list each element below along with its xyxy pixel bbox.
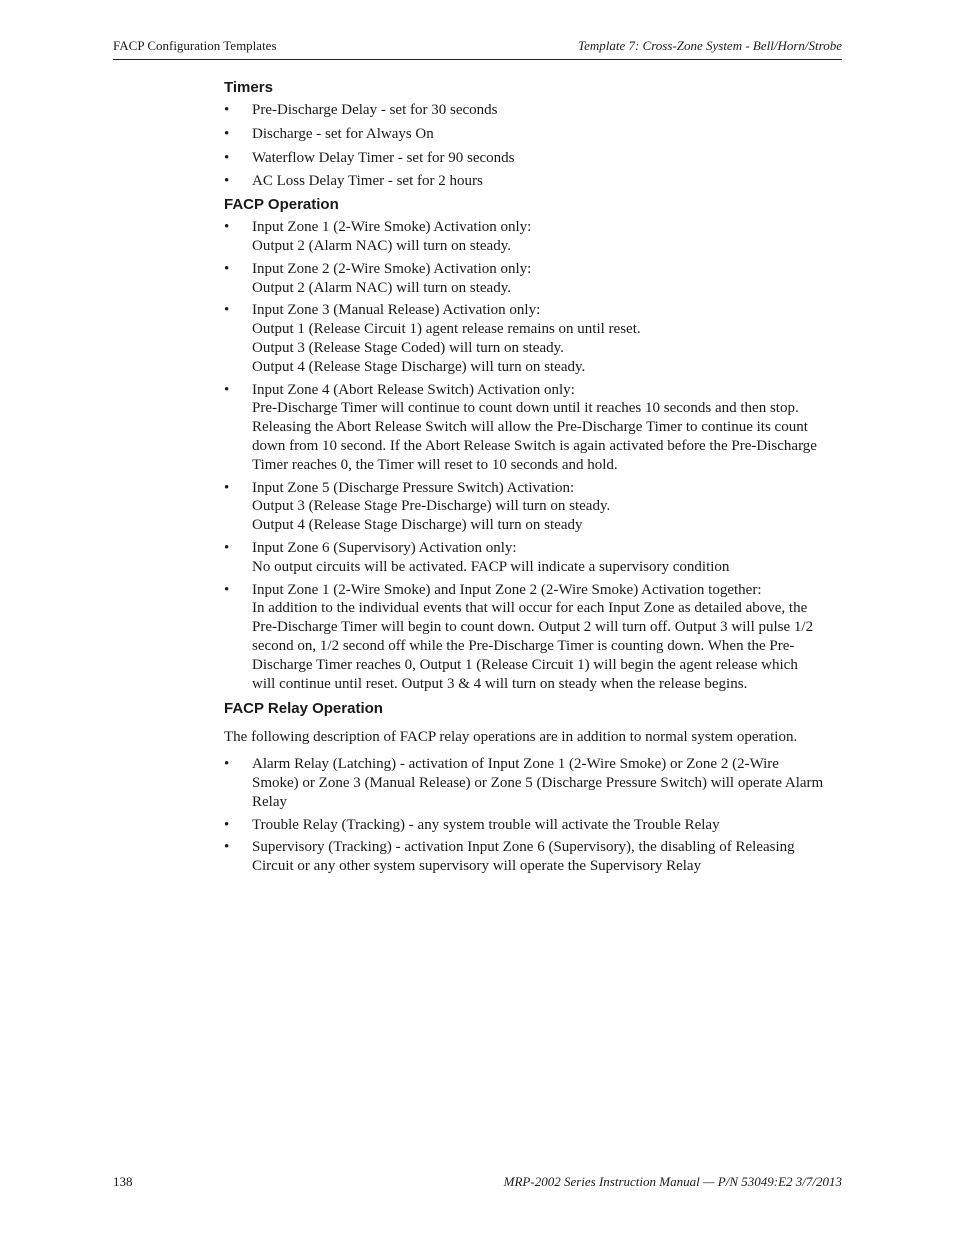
list-item-line: Smoke) or Zone 3 (Manual Release) or Zone 5 (Discharge Pressure Switch) will operate Alarm: [252, 774, 824, 791]
list-item: [224, 581, 844, 694]
facp-operation-section: [224, 195, 844, 693]
bullet-glyph: •: [224, 125, 230, 142]
header-chapter-title: FACP Configuration Templates: [113, 38, 277, 53]
list-item: [224, 260, 844, 298]
list-item-line: Input Zone 3 (Manual Release) Activation only:: [252, 302, 541, 319]
list-item-line: Discharge - set for Always On: [252, 125, 434, 142]
bullet-glyph: •: [224, 539, 230, 556]
timers-heading: Timers: [224, 79, 273, 96]
list-item: [224, 218, 844, 256]
list-item: [224, 101, 844, 120]
footer-document-title: MRP-2002 Series Instruction Manual — P/N 53049:E2 3/7/2013: [503, 1174, 842, 1189]
list-item-line: down from 10 second. If the Abort Release Switch is again activated before the Pre-Discharge: [252, 437, 817, 454]
page-content: [224, 78, 844, 876]
list-item-line: AC Loss Delay Timer - set for 2 hours: [252, 173, 483, 190]
list-item-line: Pre-Discharge Timer will begin to count down. Output 2 will turn off. Output 3 will pulse 1/2: [252, 619, 814, 636]
list-item-line: Output 4 (Release Stage Discharge) will turn on steady.: [252, 358, 586, 375]
list-item: [224, 539, 844, 577]
timers-list: [224, 101, 844, 191]
bullet-glyph: •: [224, 260, 230, 277]
list-item: [224, 816, 844, 835]
list-item-line: Output 1 (Release Circuit 1) agent release remains on until reset.: [252, 321, 641, 338]
list-item-line: Output 3 (Release Stage Pre-Discharge) will turn on steady.: [252, 498, 611, 515]
list-item-line: Pre-Discharge Timer will continue to count down until it reaches 10 seconds and then stop.: [252, 400, 799, 417]
bullet-glyph: •: [224, 839, 230, 856]
list-item-line: Circuit or any other system supervisory will operate the Supervisory Relay: [252, 858, 702, 875]
bullet-glyph: •: [224, 756, 230, 773]
list-item-line: Alarm Relay (Latching) - activation of Input Zone 1 (2-Wire Smoke) or Zone 2 (2-Wire: [252, 756, 779, 773]
list-item-line: Output 2 (Alarm NAC) will turn on steady.: [252, 279, 511, 296]
list-item: [224, 381, 844, 475]
list-item-line: Input Zone 5 (Discharge Pressure Switch) Activation:: [252, 479, 575, 496]
list-item-line: In addition to the individual events that will occur for each Input Zone as detailed above, the: [252, 600, 808, 617]
list-item-line: No output circuits will be activated. FACP will indicate a supervisory condition: [252, 558, 730, 575]
list-item-line: Input Zone 1 (2-Wire Smoke) and Input Zone 2 (2-Wire Smoke) Activation together:: [252, 581, 762, 598]
list-item-line: Output 4 (Release Stage Discharge) will turn on steady: [252, 517, 583, 534]
list-item-line: Input Zone 6 (Supervisory) Activation only:: [252, 539, 517, 556]
facp-relay-intro: The following description of FACP relay operations are in addition to normal system operation.: [224, 729, 798, 746]
list-item-line: will continue until reset. Output 3 & 4 will turn on steady when the release begins.: [252, 675, 748, 692]
bullet-glyph: •: [224, 302, 230, 319]
list-item: [224, 479, 844, 535]
list-item-line: Input Zone 1 (2-Wire Smoke) Activation only:: [252, 219, 532, 236]
list-item: [224, 172, 844, 191]
facp-operation-heading: FACP Operation: [224, 196, 339, 214]
running-header: [113, 37, 842, 60]
list-item-line: Trouble Relay (Tracking) - any system trouble will activate the Trouble Relay: [252, 816, 720, 833]
list-item-line: Output 3 (Release Stage Coded) will turn on steady.: [252, 339, 564, 356]
header-section-title: Template 7: Cross-Zone System - Bell/Horn/Strobe: [578, 38, 842, 53]
bullet-glyph: •: [224, 173, 230, 190]
bullet-glyph: •: [224, 102, 230, 118]
list-item-line: Input Zone 4 (Abort Release Switch) Activation only:: [252, 381, 575, 398]
list-item-line: Relay: [252, 793, 287, 810]
facp-relay-heading: FACP Relay Operation: [224, 700, 383, 718]
list-item: [224, 149, 844, 168]
timers-section: [224, 78, 844, 191]
bullet-glyph: •: [224, 219, 230, 236]
page-number: 138: [113, 1174, 133, 1189]
facp-operation-list: [224, 218, 844, 693]
list-item-line: Input Zone 2 (2-Wire Smoke) Activation only:: [252, 260, 532, 277]
list-item-line: Pre-Discharge Delay - set for 30 seconds: [252, 102, 498, 118]
list-item: [224, 301, 844, 376]
list-item-line: Output 2 (Alarm NAC) will turn on steady.: [252, 237, 511, 254]
list-item-line: Waterflow Delay Timer - set for 90 seconds: [252, 149, 515, 166]
bullet-glyph: •: [224, 381, 230, 398]
list-item-line: Timer reaches 0, the Timer will reset to 10 seconds and hold.: [252, 456, 618, 473]
facp-relay-section: [224, 699, 844, 876]
list-item-line: Discharge Timer reaches 0, Output 1 (Release Circuit 1) will begin the agent release which: [252, 656, 798, 673]
list-item: [224, 838, 844, 876]
bullet-glyph: •: [224, 479, 230, 496]
list-item-line: second on, 1/2 second off while the Pre-Discharge Timer is counting down. When the Pre-: [252, 637, 795, 654]
list-item: [224, 755, 844, 811]
bullet-glyph: •: [224, 581, 230, 598]
list-item-line: Supervisory (Tracking) - activation Input Zone 6 (Supervisory), the disabling of Releasing: [252, 839, 795, 856]
list-item-line: Releasing the Abort Release Switch will allow the Pre-Discharge Timer to continue its count: [252, 419, 808, 436]
list-item: [224, 125, 844, 144]
facp-relay-list: [224, 755, 844, 876]
bullet-glyph: •: [224, 816, 230, 833]
bullet-glyph: •: [224, 149, 230, 166]
